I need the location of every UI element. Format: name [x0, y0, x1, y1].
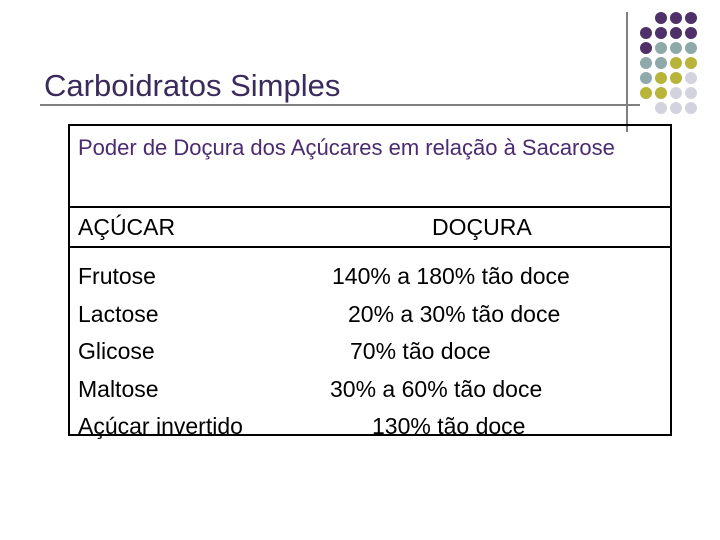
decorative-dot [670, 72, 682, 84]
sweetness-value: 20% a 30% tão doce [348, 300, 561, 327]
sweetness-table [68, 124, 672, 439]
sweetness-value: 70% tão doce [350, 338, 491, 364]
decorative-dot-grid [640, 12, 712, 122]
decorative-dot [640, 72, 652, 84]
decorative-dot [655, 72, 667, 84]
sweetness-value: 130% tão doce [372, 413, 526, 439]
decorative-dot [655, 12, 667, 24]
decorative-dot [655, 102, 667, 114]
decorative-dot [670, 27, 682, 39]
table-divider [70, 206, 670, 208]
decorative-dot [670, 57, 682, 69]
decorative-dot [640, 57, 652, 69]
column-header-acucar: AÇÚCAR [78, 214, 176, 240]
decorative-horizontal-line [40, 104, 640, 106]
sweetness-column [316, 258, 616, 446]
table-divider [70, 246, 670, 248]
decorative-dot [685, 12, 697, 24]
sugar-name: Maltose [78, 375, 159, 402]
decorative-dot [670, 12, 682, 24]
decorative-dot [685, 27, 697, 39]
slide-title: Carboidratos Simples [44, 68, 341, 103]
decorative-dot [655, 87, 667, 99]
decorative-dot [640, 42, 652, 54]
sugar-name-column [78, 258, 243, 446]
sugar-name: Lactose [78, 300, 159, 327]
decorative-dot [685, 87, 697, 99]
decorative-dot [685, 42, 697, 54]
decorative-dot [685, 57, 697, 69]
decorative-dot [685, 102, 697, 114]
sugar-name: Açúcar invertido [78, 413, 243, 439]
decorative-dot [670, 42, 682, 54]
column-header-docura: DOÇURA [432, 214, 532, 240]
decorative-dot [685, 72, 697, 84]
decorative-dot [670, 87, 682, 99]
sugar-name: Glicose [78, 338, 155, 364]
decorative-dot [655, 57, 667, 69]
decorative-vertical-line [626, 12, 628, 132]
decorative-dot [640, 27, 652, 39]
sweetness-value: 30% a 60% tão doce [330, 375, 543, 402]
sugar-name: Frutose [78, 263, 156, 289]
decorative-dot [655, 42, 667, 54]
decorative-dot [655, 27, 667, 39]
decorative-dot [640, 87, 652, 99]
table-caption: Poder de Doçura dos Açúcares em relação à Sacarose [78, 135, 615, 160]
sweetness-value: 140% a 180% tão doce [332, 263, 570, 289]
decorative-dot [670, 102, 682, 114]
